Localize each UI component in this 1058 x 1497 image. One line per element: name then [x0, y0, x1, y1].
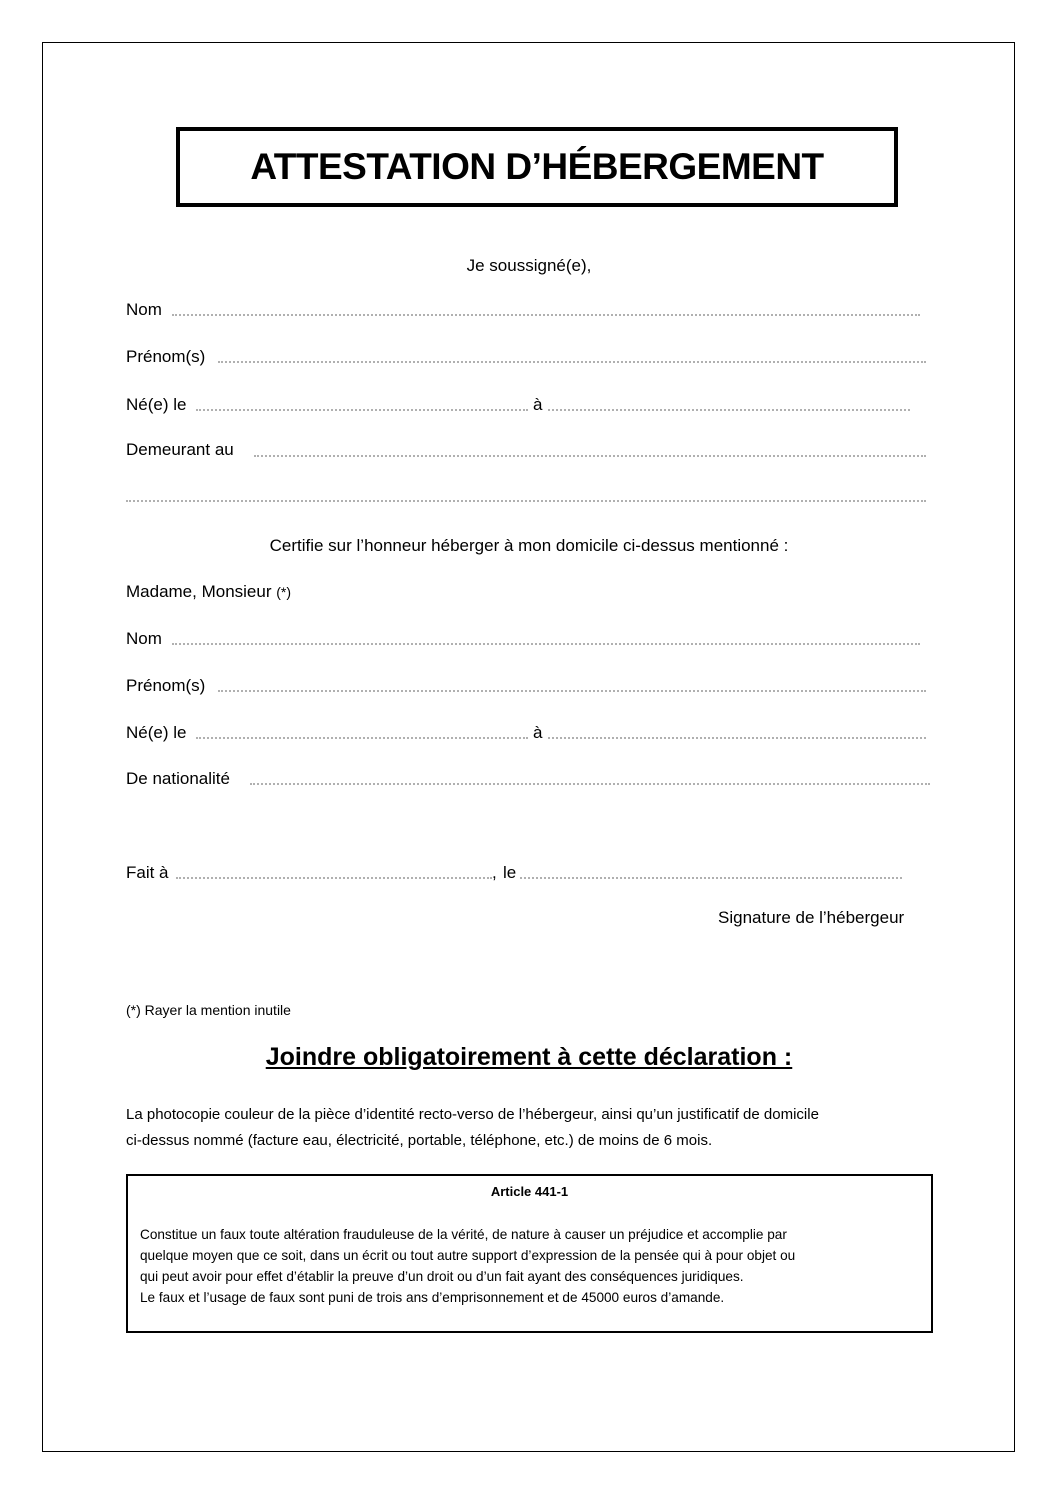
footnote: (*) Rayer la mention inutile — [126, 1002, 291, 1018]
intro-text: Je soussigné(e), — [466, 256, 592, 275]
article-line: qui peut avoir pour effet d’établir la preuve d’un droit ou d’un fait ayant des conséquences juridiques. — [140, 1269, 744, 1284]
certify-text: Certifie sur l’honneur héberger à mon domicile ci-dessus mentionné : — [269, 536, 789, 555]
guest-nom-field[interactable] — [172, 643, 920, 645]
guest-birthdate-field[interactable] — [196, 737, 528, 739]
guest-prenoms-field[interactable] — [218, 690, 926, 692]
join-text-line: ci-dessus nommé (facture eau, électricité, portable, téléphone, etc.) de moins de 6 mois. — [126, 1132, 713, 1149]
guest-nom-label: Nom — [126, 629, 162, 648]
guest-prenoms-label: Prénom(s) — [126, 676, 206, 695]
host-nom-label: Nom — [126, 300, 162, 319]
article-line: quelque moyen que ce soit, dans un écrit ou tout autre support d’expression de la pensée qui à pour objet ou — [140, 1248, 796, 1263]
host-prenoms-field[interactable] — [218, 361, 926, 363]
guest-salutation-mark: (*) — [276, 584, 292, 600]
host-address-field-line2[interactable] — [126, 500, 926, 502]
join-paragraph — [126, 1102, 819, 1154]
article-line: Le faux et l’usage de faux sont puni de trois ans d’emprisonnement et de 45000 euros d’amande. — [140, 1290, 725, 1305]
join-title: Joindre obligatoirement à cette déclaration : — [265, 1043, 793, 1071]
host-birthdate-field[interactable] — [196, 409, 528, 411]
comma-separator: , — [492, 863, 497, 882]
date-field[interactable] — [520, 877, 902, 879]
title-box — [176, 127, 898, 207]
host-ne-le-label: Né(e) le — [126, 395, 187, 414]
le-label: le — [503, 863, 517, 882]
place-field[interactable] — [176, 877, 492, 879]
guest-salutation-text: Madame, Monsieur — [126, 582, 272, 601]
guest-salutation — [126, 582, 291, 602]
guest-birthplace-field[interactable] — [548, 737, 926, 739]
article-box — [126, 1174, 933, 1333]
host-nom-field[interactable] — [172, 314, 920, 316]
fait-a-label: Fait à — [126, 863, 169, 882]
document-title: ATTESTATION D’HÉBERGEMENT — [250, 146, 824, 187]
article-title: Article 441-1 — [490, 1184, 569, 1199]
guest-nationalite-label: De nationalité — [126, 769, 230, 788]
article-line: Constitue un faux toute altération frauduleuse de la vérité, de nature à causer un préjudice et accomplie par — [140, 1227, 787, 1242]
host-birthplace-field[interactable] — [548, 409, 910, 411]
host-a-label: à — [533, 395, 543, 414]
article-body — [140, 1224, 921, 1308]
join-text-line: La photocopie couleur de la pièce d’identité recto-verso de l’hébergeur, ainsi qu’un justificatif de domicile — [126, 1106, 819, 1123]
signature-label: Signature de l’hébergeur — [718, 908, 905, 927]
guest-nationality-field[interactable] — [250, 783, 930, 785]
host-demeurant-label: Demeurant au — [126, 440, 234, 459]
host-address-field[interactable] — [254, 455, 926, 457]
join-title-row — [0, 1043, 1058, 1072]
guest-a-label: à — [533, 723, 543, 742]
guest-ne-le-label: Né(e) le — [126, 723, 187, 742]
intro-row — [0, 256, 1058, 276]
certify-row — [0, 536, 1058, 556]
host-prenoms-label: Prénom(s) — [126, 347, 206, 366]
